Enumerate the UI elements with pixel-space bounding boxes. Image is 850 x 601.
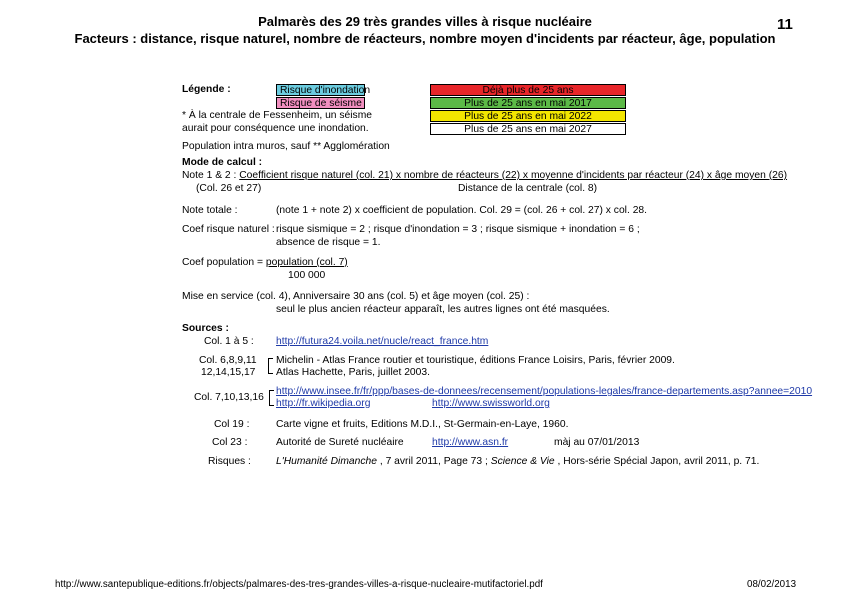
- legend-age-3: Plus de 25 ans en mai 2022: [430, 110, 626, 122]
- note12-line: [182, 170, 787, 182]
- legend-footnote-1: * À la centrale de Fessenheim, un séisme: [182, 110, 373, 121]
- population-note: Population intra muros, sauf ** Agglomération: [182, 141, 390, 152]
- legend-age-1: Déjà plus de 25 ans: [430, 84, 626, 96]
- col23-date: màj au 07/01/2013: [554, 437, 640, 448]
- legend-age-2: Plus de 25 ans en mai 2017: [430, 97, 626, 109]
- legend-age-4: Plus de 25 ans en mai 2027: [430, 123, 626, 135]
- calcul-heading: Mode de calcul :: [182, 157, 263, 168]
- col6-brace: [268, 358, 273, 374]
- col23-text: Autorité de Sureté nucléaire: [276, 437, 404, 448]
- footer-date: 08/02/2013: [747, 579, 797, 590]
- coef-pop-label: Coef population =: [182, 257, 266, 268]
- total-formula: (note 1 + note 2) x coefficient de population. Col. 29 = (col. 26 + col. 27) x col. 28.: [276, 205, 648, 216]
- risques-line: [276, 456, 759, 468]
- sources-heading: Sources :: [182, 323, 229, 334]
- col23-link[interactable]: http://www.asn.fr: [432, 437, 509, 448]
- col7-link-insee[interactable]: http://www.insee.fr/fr/ppp/bases-de-donnees/recensement/populations-legales/france-departements.asp?annee=2010: [276, 386, 813, 397]
- coef-nat-label: Coef risque naturel :: [182, 224, 275, 235]
- risques-text-2: , Hors-série Spécial Japon, avril 2011, p. 71.: [554, 456, 760, 467]
- col6-line1: Michelin - Atlas France routier et touristique, éditions France Loisirs, Paris, février 2009.: [276, 355, 675, 366]
- legend-footnote-2: aurait pour conséquence une inondation.: [182, 123, 369, 134]
- col7-brace: [269, 390, 274, 406]
- legend-seisme: Risque de séisme: [276, 97, 365, 109]
- legend-inondation: Risque d'inondation: [276, 84, 365, 96]
- risques-source-2: Science & Vie: [490, 456, 555, 467]
- footer-url: http://www.santepublique-editions.fr/objects/palmares-des-tres-grandes-villes-a-risque-nucleaire-mutifactoriel.pdf: [55, 579, 543, 590]
- col19-label: Col 19 :: [214, 419, 250, 430]
- risques-text-1: , 7 avril 2011, Page 73 ;: [376, 456, 491, 467]
- risques-source-1: L'Humanité Dimanche: [276, 456, 377, 467]
- coef-nat-line2: absence de risque = 1.: [276, 237, 381, 248]
- col7-link-swissworld[interactable]: http://www.swissworld.org: [432, 398, 550, 409]
- note12-cols: (Col. 26 et 27): [196, 183, 262, 194]
- col1-label: Col. 1 à 5 :: [204, 336, 254, 347]
- coef-pop-numerator: population (col. 7): [265, 257, 348, 268]
- service-line2: seul le plus ancien réacteur apparaît, les autres lignes ont été masquées.: [276, 304, 610, 315]
- col6-line2: Atlas Hachette, Paris, juillet 2003.: [276, 367, 430, 378]
- page-subtitle: Facteurs : distance, risque naturel, nombre de réacteurs, nombre moyen d'incidents par réacteur, âge, population: [74, 31, 776, 46]
- note12-prefix: Note 1 & 2 :: [182, 170, 240, 181]
- coef-nat-line1: risque sismique = 2 ; risque d'inondation = 3 ; risque sismique + inondation = 6 ;: [276, 224, 640, 235]
- legend-label: Légende :: [182, 84, 231, 95]
- page-title: Palmarès des 29 très grandes villes à risque nucléaire: [258, 14, 592, 29]
- page-number: 11: [777, 16, 793, 33]
- note12-denominator: Distance de la centrale (col. 8): [458, 183, 598, 194]
- total-label: Note totale :: [182, 205, 238, 216]
- service-line1: Mise en service (col. 4), Anniversaire 30 ans (col. 5) et âge moyen (col. 25) :: [182, 291, 530, 302]
- col19-text: Carte vigne et fruits, Editions M.D.I., St-Germain-en-Laye, 1960.: [276, 419, 569, 430]
- col1-link[interactable]: http://futura24.voila.net/nucle/react_france.htm: [276, 336, 489, 347]
- coef-pop-line: [182, 257, 348, 269]
- col6-label-1: Col. 6,8,9,11: [199, 355, 257, 366]
- note12-formula: Coefficient risque naturel (col. 21) x nombre de réacteurs (22) x moyenne d'incidents par réacteur (24) x âge moyen (26): [239, 170, 788, 181]
- col7-link-wikipedia[interactable]: http://fr.wikipedia.org: [276, 398, 371, 409]
- coef-pop-denominator: 100 000: [288, 270, 326, 281]
- risques-label: Risques :: [208, 456, 251, 467]
- col6-label-2: 12,14,15,17: [201, 367, 256, 378]
- col23-label: Col 23 :: [212, 437, 248, 448]
- col7-label: Col. 7,10,13,16: [194, 392, 264, 403]
